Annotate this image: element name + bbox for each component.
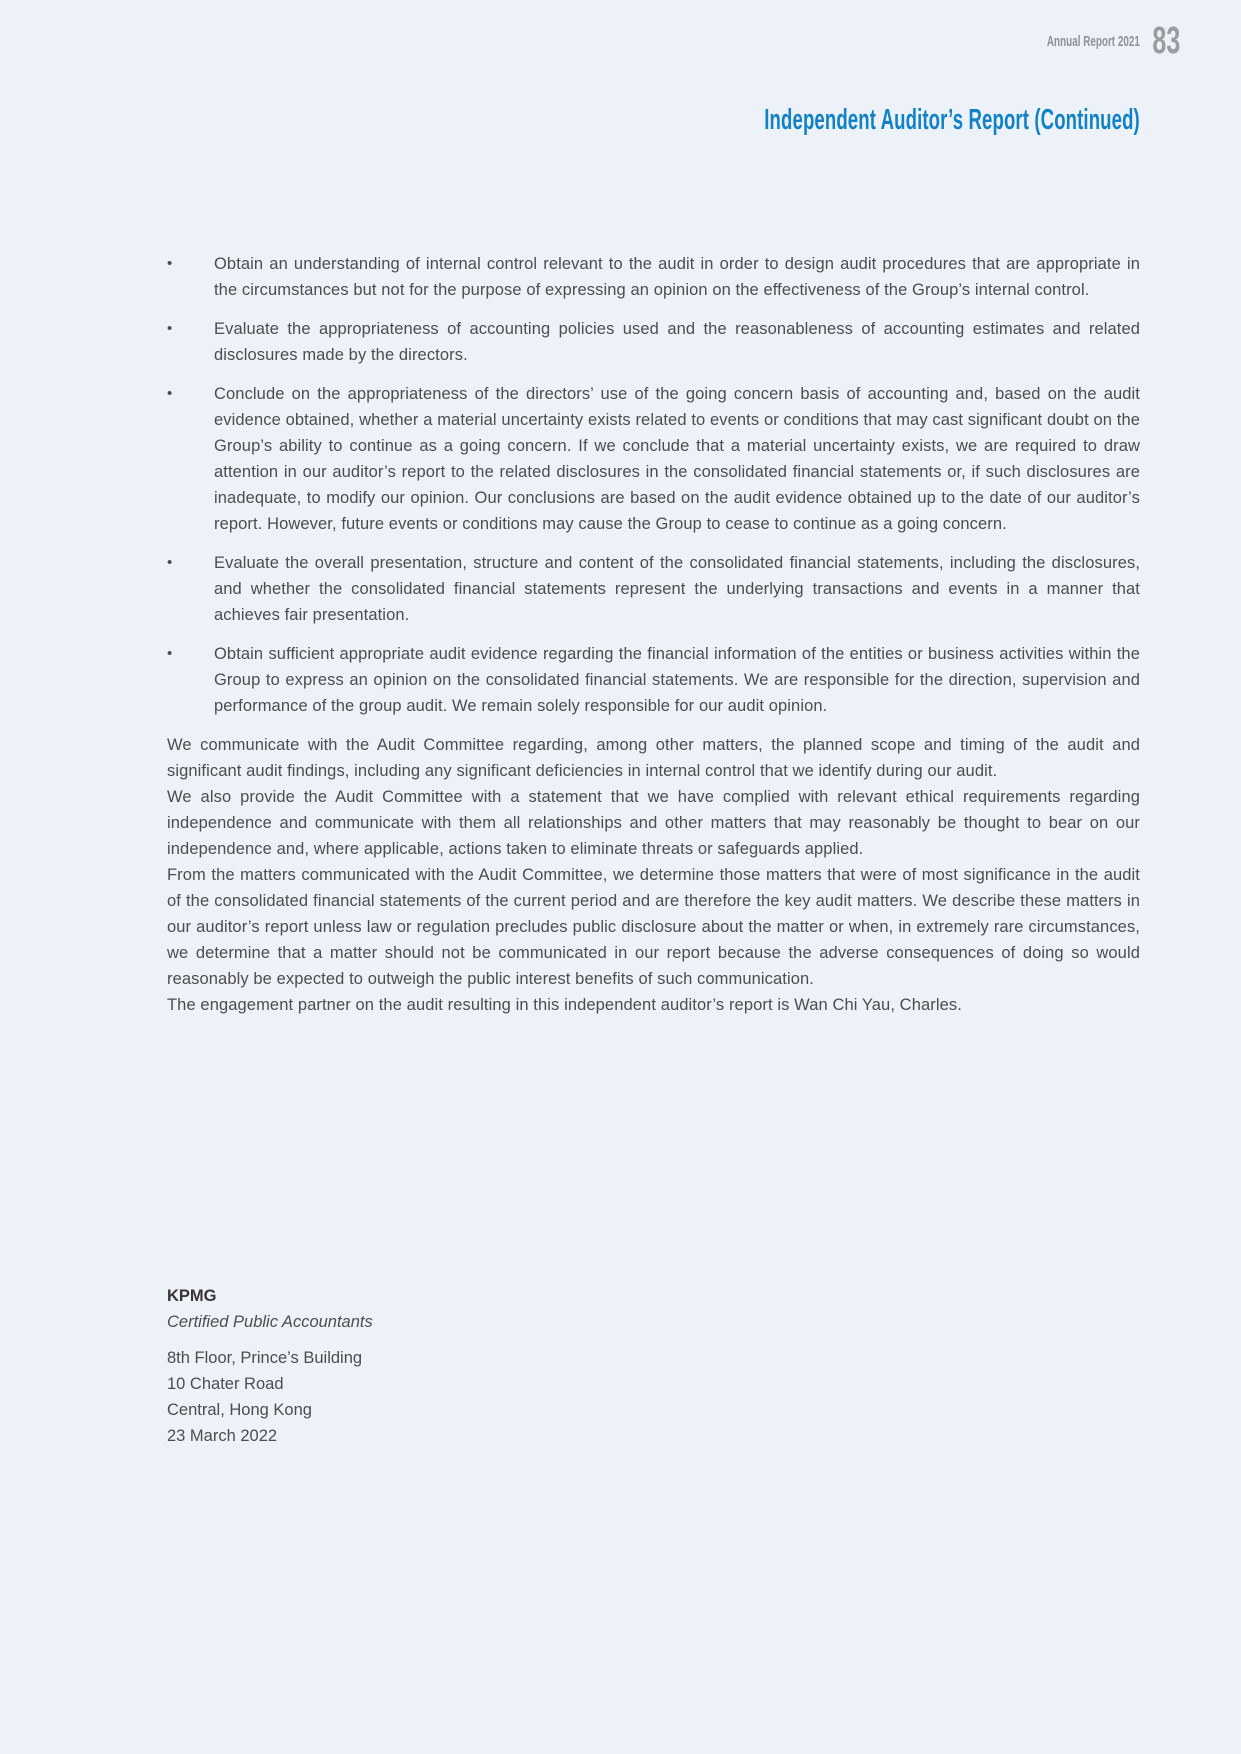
bullet-text: Conclude on the appropriateness of the directors’ use of the going concern basis of accounting and, based on the audit evidence obtained, whether a material uncertainty exists related to events or conditions that may cast significant doubt on the Group’s ability to continue as a going concern. If we conclude that a material uncertainty exists, we are required to draw attention in our auditor’s report to the related disclosures in the consolidated financial statements or, if such disclosures are inadequate, to modify our opinion. Our conclusions are based on the audit evidence obtained up to the date of our auditor’s report. However, future events or conditions may cause the Group to cease to continue as a going concern. [214,385,1140,533]
bullet-text: Evaluate the overall presentation, structure and content of the consolidated financial statements, including the disclosures, and whether the consolidated financial statements represent the underlying transactions and events in a manner that achieves fair presentation. [214,554,1140,624]
bullet-item [167,381,1140,537]
bullet-item [167,641,1140,719]
bullet-marker: • [167,255,173,272]
address-line: Central, Hong Kong [167,1401,312,1419]
bullet-marker: • [167,554,173,571]
firm-address [167,1345,373,1423]
bullet-item [167,316,1140,368]
address-line: 10 Chater Road [167,1375,284,1393]
paragraph: The engagement partner on the audit resulting in this independent auditor’s report is Wan Chi Yau, Charles. [167,996,962,1014]
paragraph: We also provide the Audit Committee with a statement that we have complied with relevant ethical requirements regarding independence and communicate with them all relationships and other matters that may reasonably be thought to bear on our independence and, where applicable, actions taken to eliminate threats or safeguards applied. [167,788,1140,858]
report-label: Annual Report 2021 [1047,33,1140,50]
bullet-marker: • [167,320,173,337]
page-title: Independent Auditor’s Report (Continued) [764,104,1140,136]
address-line: 8th Floor, Prince’s Building [167,1349,363,1367]
firm-name: KPMG [167,1287,217,1305]
page-number: 83 [1152,20,1180,62]
bullet-item [167,550,1140,628]
bullet-marker: • [167,645,173,662]
firm-subtitle: Certified Public Accountants [167,1313,373,1331]
bullet-text: Obtain sufficient appropriate audit evidence regarding the financial information of the entities or business activities within the Group to express an opinion on the consolidated financial statements. We are responsible for the direction, supervision and performance of the group audit. We remain solely responsible for our audit opinion. [214,645,1140,715]
bullet-list [167,251,1140,719]
bullet-item [167,251,1140,303]
bullet-text: Evaluate the appropriateness of accounting policies used and the reasonableness of accounting estimates and related disclosures made by the directors. [214,320,1140,364]
bullet-marker: • [167,385,173,402]
report-date: 23 March 2022 [167,1427,278,1445]
signature-block [167,1283,373,1449]
paragraph: We communicate with the Audit Committee regarding, among other matters, the planned scope and timing of the audit and significant audit findings, including any significant deficiencies in internal control that we identify during our audit. [167,736,1140,780]
report-body [167,251,1140,1018]
bullet-text: Obtain an understanding of internal control relevant to the audit in order to design audit procedures that are appropriate in the circumstances but not for the purpose of expressing an opinion on the effectiveness of the Group’s internal control. [214,255,1140,299]
paragraph: From the matters communicated with the Audit Committee, we determine those matters that were of most significance in the audit of the consolidated financial statements of the current period and are therefore the key audit matters. We describe these matters in our auditor’s report unless law or regulation precludes public disclosure about the matter or when, in extremely rare circumstances, we determine that a matter should not be communicated in our report because the adverse consequences of doing so would reasonably be expected to outweigh the public interest benefits of such communication. [167,866,1140,988]
